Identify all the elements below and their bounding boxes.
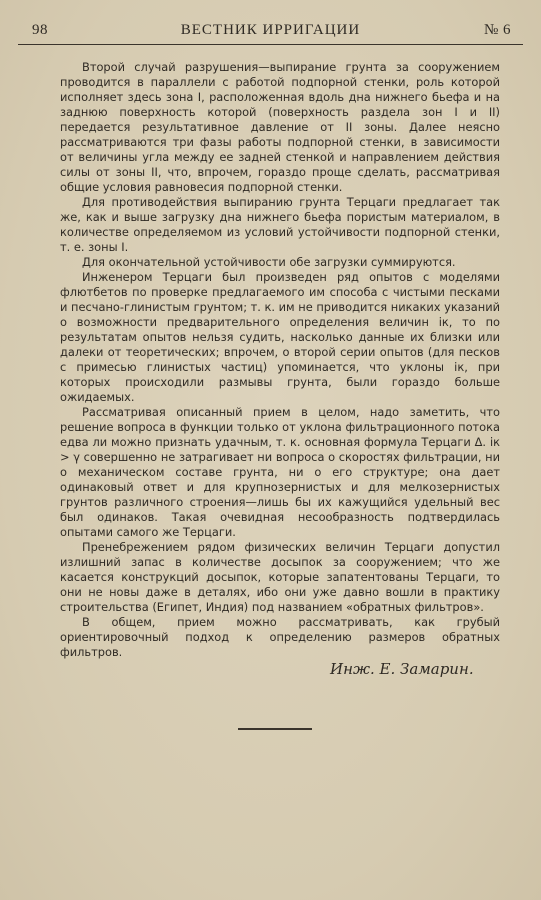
page-number: 98 <box>32 22 48 38</box>
end-rule <box>238 728 312 730</box>
journal-title: ВЕСТНИК ИРРИГАЦИИ <box>180 22 361 38</box>
page-header <box>18 18 523 45</box>
paragraph: Второй случай разрушения—выпирание грунта за сооружением проводится в параллели с работой подпорной стенки, роль которой исполняет здесь зона I, расположенная вдоль дна нижнего бьефа и на заднюю поверхность которой (поверхность раздела зон I и II) передается результативное давление от II зоны. Далее неясно рассматриваются три фазы работы подпорной стенки, в зависимости от величины угла между ее задней стенкой и направлением действия силы от зоны II, что, впрочем, гораздо проще сделать, рассматривая общие условия равновесия подпорной стенки. <box>60 60 500 194</box>
paragraph: Инженером Терцаги был произведен ряд опытов с моделями флютбетов по проверке предлагаемого им способа с чистыми песками и песчано-глинистым грунтом; т. к. им не приводится никаких указаний о возможности предварительного определения величин iк, то по результатам опытов нельзя судить, насколько данные их близки или далеки от теоретических; впрочем, о второй серии опытов (для песков с примесью глинистых частиц) упоминается, что уклоны iк, при которых происходили размывы грунта, были гораздо больше ожидаемых. <box>60 270 501 404</box>
author-signature: Инж. Е. Замарин. <box>330 660 474 678</box>
paragraph: Пренебрежением рядом физических величин Терцаги допустил излишний запас в количестве досыпок за сооружением; что же касается конструкций досыпок, которые запатентованы Терцаги, то они не новы даже в деталях, ибо они уже давно вошли в практику строительства (Египет, Индия) под названием «обратных фильтров». <box>60 540 500 614</box>
paragraph: В общем, прием можно рассматривать, как грубый ориентировочный подход к определению размеров обратных фильтров. <box>60 615 500 659</box>
paragraph: Рассматривая описанный прием в целом, надо заметить, что решение вопроса в функции только от уклона фильтрационного потока едва ли можно признать удачным, т. к. основная формула Терцаги Δ. iк > γ совершенно не затрагивает ни вопроса о скоростях фильтрации, ни о механическом составе грунта, ни о его структуре; она дает одинаковый ответ и для крупнозернистых и для мелкозернистых грунтов различного строения—лишь бы их кажущийся удельный вес был одинаков. Такая очевидная несообразность подтвердилась опытами самого же Терцаги. <box>60 405 500 539</box>
issue-number: № 6 <box>483 22 511 38</box>
paragraph: Для противодействия выпиранию грунта Терцаги предлагает так же, как и выше загрузку дна нижнего бьефа пористым материалом, в количестве определяемом из условий устойчивости подпорной стенки, т. е. зоны I. <box>60 195 500 254</box>
paragraph: Для окончательной устойчивости обе загрузки суммируются. <box>82 255 456 269</box>
article-body <box>60 60 500 660</box>
